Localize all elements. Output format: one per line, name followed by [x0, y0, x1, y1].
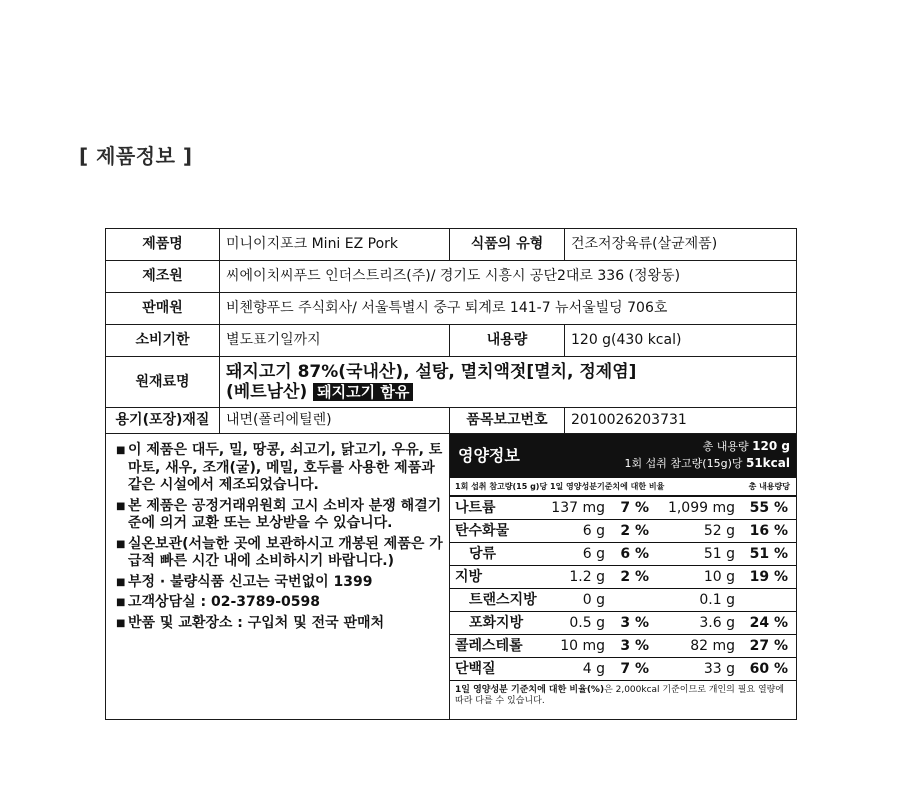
- bullet-icon: ■: [116, 617, 126, 629]
- note-text: 이 제품은 대두, 밀, 땅콩, 쇠고기, 닭고기, 우유, 토마토, 새우, 조개(굴), 메밀, 호두를 사용한 제품과 같은 시설에서 제조되었습니다.: [128, 442, 443, 493]
- bullet-icon: ■: [116, 500, 126, 512]
- footnote-bold: 1일 영양성분 기준치에 대한 비율(%): [455, 685, 605, 695]
- nutrient-name: 지방: [455, 569, 483, 585]
- footnote-text: 은 2,000kcal 기준이므로 개인의 필요 열량에 따라 다를 수 있습니다.: [455, 685, 785, 706]
- nutrition-row: [450, 566, 796, 589]
- nutrition-row: [450, 543, 796, 566]
- per-serving-amount: 0 g: [582, 592, 605, 608]
- per-total-amount: 3.6 g: [699, 615, 735, 631]
- content-label: 내용량: [450, 325, 565, 357]
- seller-label: 판매원: [106, 293, 220, 325]
- per-serving-amount: 0.5 g: [569, 615, 605, 631]
- per-total-percent: 16 %: [749, 523, 788, 539]
- bullet-icon: ■: [116, 538, 126, 550]
- per-total-percent: 55 %: [749, 500, 788, 516]
- per-serving-percent: 6 %: [620, 546, 649, 562]
- food-type-value: 건조저장육류(살균제품): [565, 229, 797, 261]
- per-serving-amount: 6 g: [582, 523, 605, 539]
- manufacturer-value: 씨에이치씨푸드 인더스트리즈(주)/ 경기도 시흥시 공단2대로 336 (정왕동): [220, 261, 797, 293]
- packaging-value: 내면(폴리에틸렌): [220, 408, 450, 434]
- nutrient-name: 콜레스테롤: [455, 638, 523, 654]
- ingredients-value: [220, 357, 797, 408]
- note-item: [116, 574, 445, 592]
- nutrition-subheader: [450, 478, 796, 497]
- nutrition-row: [450, 658, 796, 681]
- per-serving-percent: 2 %: [620, 523, 649, 539]
- ingredients-origin: (베트남산): [226, 382, 308, 402]
- packaging-label: 용기(포장)재질: [106, 408, 220, 434]
- nutrition-title: 영양정보: [458, 446, 520, 465]
- nutrition-panel: [450, 434, 796, 707]
- report-no-value: 2010026203731: [565, 408, 797, 434]
- nutrition-cell: [450, 434, 797, 720]
- note-item: [116, 594, 445, 612]
- per-total-amount: 10 g: [703, 569, 735, 585]
- nutrition-total: [625, 438, 790, 472]
- nutrition-rows: [450, 497, 796, 681]
- subheader-right: 총 내용량당: [748, 482, 790, 491]
- nutrient-name: 당류: [469, 546, 497, 562]
- expiry-label: 소비기한: [106, 325, 220, 357]
- per-total-amount: 1,099 mg: [667, 500, 735, 516]
- nutrition-row: [450, 520, 796, 543]
- bullet-icon: ■: [116, 597, 126, 608]
- nutrition-row: [450, 589, 796, 612]
- per-total-percent: 27 %: [749, 638, 788, 654]
- per-serving-percent: 7 %: [620, 500, 649, 516]
- note-text: 고객상담실 : 02-3789-0598: [128, 594, 320, 610]
- report-no-label: 품목보고번호: [450, 408, 565, 434]
- nutrient-name: 탄수화물: [455, 523, 510, 539]
- per-total-amount: 52 g: [703, 523, 735, 539]
- nutrition-header: [450, 434, 796, 478]
- per-serving-amount: 6 g: [582, 546, 605, 562]
- nutrition-footnote: [450, 681, 796, 707]
- manufacturer-label: 제조원: [106, 261, 220, 293]
- nutrition-row: [450, 612, 796, 635]
- nutrient-name: 트랜스지방: [469, 592, 537, 608]
- food-type-label: 식품의 유형: [450, 229, 565, 261]
- per-total-amount: 82 mg: [690, 638, 735, 654]
- per-total-amount: 51 g: [703, 546, 735, 562]
- product-name-label: 제품명: [106, 229, 220, 261]
- per-serving-amount: 137 mg: [551, 500, 605, 516]
- total-content-value: 120 g: [752, 439, 790, 453]
- per-serving-percent: 3 %: [620, 615, 649, 631]
- per-serving-percent: 3 %: [620, 638, 649, 654]
- note-item: [116, 498, 445, 533]
- content-value: 120 g(430 kcal): [565, 325, 797, 357]
- note-text: 본 제품은 공정거래위원회 고시 소비자 분쟁 해결기준에 의거 교환 또는 보상받을 수 있습니다.: [128, 497, 442, 531]
- total-content-prefix: 총 내용량: [702, 440, 749, 453]
- per-total-percent: 51 %: [749, 546, 788, 562]
- per-serving-percent: 2 %: [620, 569, 649, 585]
- per-serving-percent: 7 %: [620, 661, 649, 677]
- per-total-percent: 19 %: [749, 569, 788, 585]
- serving-prefix: 1회 섭취 참고량(15g)당: [624, 457, 743, 470]
- notes-cell: [106, 434, 450, 720]
- product-info-table: [105, 228, 797, 720]
- note-item: [116, 536, 445, 571]
- per-total-amount: 0.1 g: [699, 592, 735, 608]
- per-total-amount: 33 g: [703, 661, 735, 677]
- note-text: 실온보관(서늘한 곳에 보관하시고 개봉된 제품은 가급적 빠른 시간 내에 소비하시기 바랍니다.): [128, 535, 443, 569]
- note-item: [116, 442, 445, 495]
- nutrient-name: 나트륨: [455, 500, 496, 516]
- ingredients-label: 원재료명: [106, 357, 220, 408]
- bullet-icon: ■: [116, 576, 126, 588]
- nutrition-row: [450, 635, 796, 658]
- ingredients-line1: 돼지고기 87%(국내산), 설탕, 멸치액젓[멸치, 정제염]: [226, 361, 637, 382]
- per-serving-amount: 4 g: [582, 661, 605, 677]
- product-name-value: 미니이지포크 Mini EZ Pork: [220, 229, 450, 261]
- subheader-left: 1회 섭취 참고량(15 g)당 1일 영양성분기준치에 대한 비율: [455, 482, 665, 491]
- per-serving-amount: 1.2 g: [569, 569, 605, 585]
- page-title: [ 제품정보 ]: [79, 144, 193, 168]
- serving-kcal: 51kcal: [745, 456, 790, 470]
- seller-value: 비첸향푸드 주식회사/ 서울특별시 중구 퇴계로 141-7 뉴서울빌딩 706호: [220, 293, 797, 325]
- per-total-percent: 60 %: [749, 661, 788, 677]
- nutrient-name: 포화지방: [469, 615, 524, 631]
- notes-list: [106, 434, 449, 632]
- nutrient-name: 단백질: [455, 661, 496, 677]
- per-total-percent: 24 %: [749, 615, 788, 631]
- allergen-highlight: 돼지고기 함유: [313, 383, 413, 401]
- nutrition-row: [450, 497, 796, 520]
- per-serving-amount: 10 mg: [560, 638, 605, 654]
- note-item: [116, 615, 445, 633]
- note-text: 반품 및 교환장소 : 구입처 및 전국 판매처: [128, 614, 385, 631]
- note-text: 부정 · 불량식품 신고는 국번없이 1399: [128, 573, 373, 590]
- bullet-icon: ■: [116, 445, 126, 456]
- expiry-value: 별도표기일까지: [220, 325, 450, 357]
